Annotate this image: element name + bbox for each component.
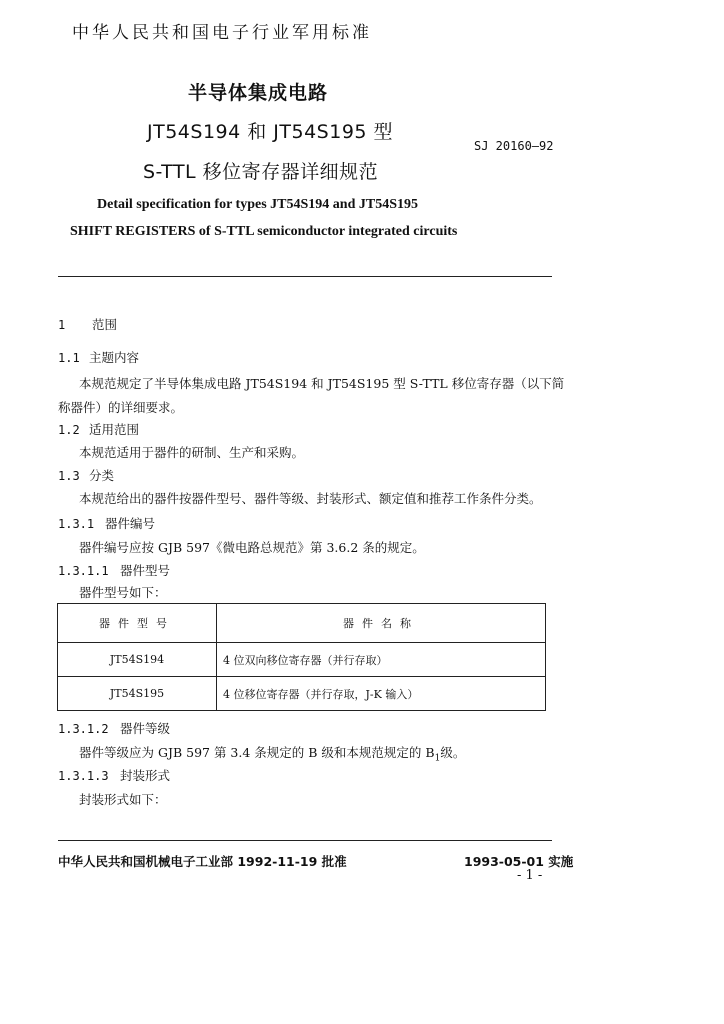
table-header-row [58,604,546,643]
section-1-3-1-heading [58,514,155,532]
column-header-device-type: 器件型号 [58,604,217,643]
section-title: 器件型号 [120,563,171,578]
section-title: 适用范围 [89,422,140,437]
device-type-table [57,603,546,711]
paragraph-text: 级。 [440,745,466,760]
bottom-divider [58,840,552,841]
section-1-3-heading [58,466,114,484]
section-title: 器件编号 [105,516,156,531]
section-1-heading [58,315,117,333]
table-row [58,643,546,677]
section-number: 1.3 [58,469,80,483]
device-type-cell: JT54S195 [58,677,217,711]
title-line-2: JT54S194 和 JT54S195 型 [147,121,394,143]
section-title: 封装形式 [120,768,171,783]
top-divider [58,276,552,277]
section-number: 1 [58,318,66,332]
standard-number: SJ 20160—92 [474,139,554,153]
device-name-cell: 4 位双向移位寄存器（并行存取） [217,643,546,677]
section-1-3-1-1-heading [58,561,170,579]
title-line-3: S-TTL 移位寄存器详细规范 [143,161,379,183]
section-1-1-paragraph-line-2: 称器件）的详细要求。 [58,400,184,415]
column-header-device-name: 器件名称 [217,604,546,643]
section-number: 1.3.1 [58,517,95,531]
english-title-line-2: SHIFT REGISTERS of S-TTL semiconductor integrated circuits [70,224,458,239]
section-1-3-1-2-heading [58,719,170,737]
section-number: 1.2 [58,423,80,437]
approval-line: 中华人民共和国机械电子工业部 1992-11-19 批准 [58,854,347,869]
section-1-3-1-2-paragraph [79,743,465,764]
table-row [58,677,546,711]
section-1-2-heading [58,420,139,438]
effective-date: 1993-05-01 实施 [464,854,574,869]
paragraph-text: 器件等级应为 GJB 597 第 3.4 条规定的 B 级和本规范规定的 B [79,745,435,760]
page-number: - 1 - [517,868,543,883]
section-1-3-1-3-paragraph: 封装形式如下： [79,792,167,807]
device-type-cell: JT54S194 [58,643,217,677]
standard-org-header: 中华人民共和国电子行业军用标准 [72,23,372,43]
section-1-3-paragraph: 本规范给出的器件按器件型号、器件等级、封装形式、额定值和推荐工作条件分类。 [79,491,542,506]
section-1-3-1-paragraph: 器件编号应按 GJB 597《微电路总规范》第 3.6.2 条的规定。 [79,540,425,555]
english-title-line-1: Detail specification for types JT54S194 and JT54S195 [97,197,418,212]
title-line-1: 半导体集成电路 [188,82,329,104]
section-number: 1.1 [58,351,80,365]
section-1-3-1-3-heading [58,766,170,784]
section-number: 1.3.1.3 [58,769,109,783]
section-title: 范围 [92,317,118,332]
section-title: 器件等级 [120,721,171,736]
section-number: 1.3.1.2 [58,722,109,736]
subscript: 1 [434,753,441,764]
section-1-2-paragraph: 本规范适用于器件的研制、生产和采购。 [79,445,305,460]
section-1-3-1-1-paragraph: 器件型号如下： [79,585,167,600]
section-1-1-heading [58,348,139,366]
section-title: 主题内容 [89,350,140,365]
device-name-cell: 4 位移位寄存器（并行存取，J-K 输入） [217,677,546,711]
section-number: 1.3.1.1 [58,564,109,578]
section-1-1-paragraph-line-1: 本规范规定了半导体集成电路 JT54S194 和 JT54S195 型 S-TTL 移位寄存器（以下简 [79,376,565,391]
section-title: 分类 [89,468,115,483]
